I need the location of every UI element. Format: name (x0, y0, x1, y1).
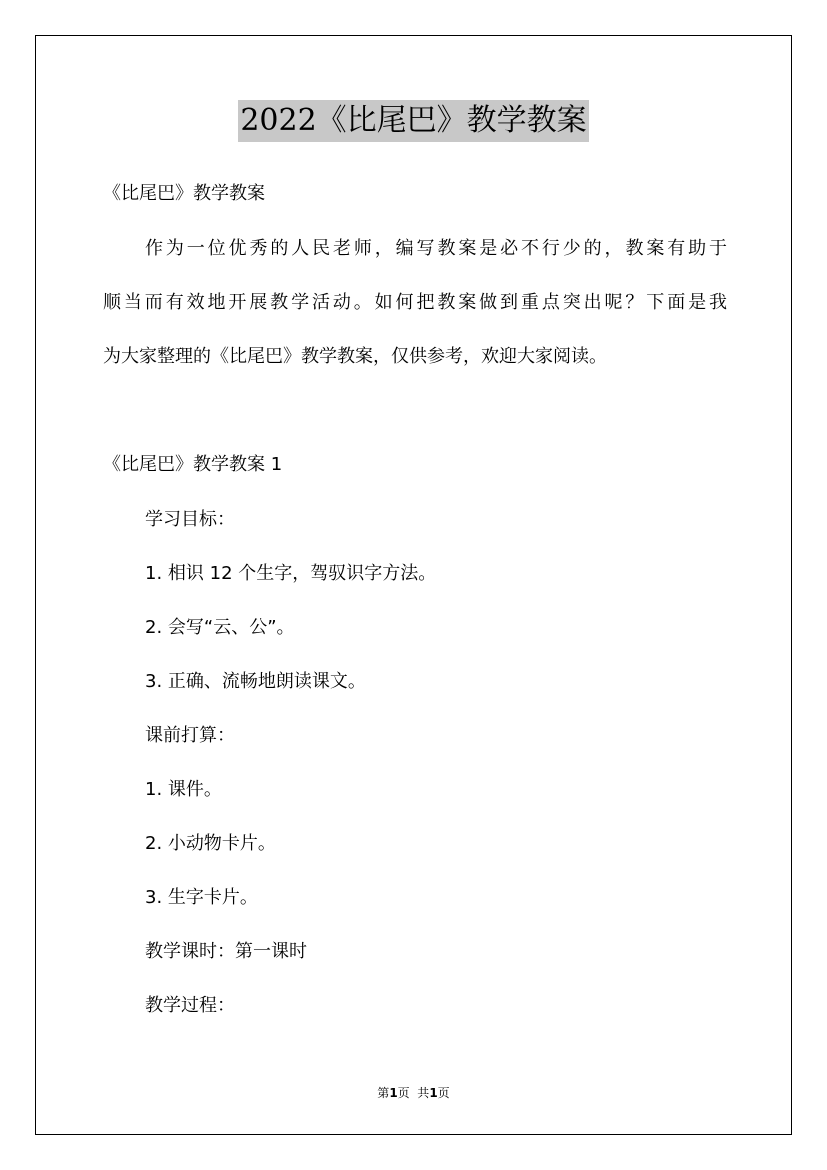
prep-item-3: 3. 生字卡片。 (145, 887, 258, 908)
prep-item-1: 1. 课件。 (145, 779, 222, 800)
lesson-time: 教学课时：第一课时 (145, 941, 307, 962)
document-heading: 《比尾巴》教学教案 (103, 183, 265, 204)
footer-total-pages: 1 (429, 1086, 438, 1100)
goal-item-3: 3. 正确、流畅地朗读课文。 (145, 671, 366, 692)
footer-page-suffix: 页 (437, 1086, 450, 1100)
prep-item-2: 2. 小动物卡片。 (145, 833, 276, 854)
intro-line-3: 为大家整理的《比尾巴》教学教案，仅供参考，欢迎大家阅读。 (103, 346, 607, 367)
intro-line-2: 顺当而有效地开展教学活动。如何把教案做到重点突出呢？下面是我 (103, 292, 727, 313)
title-container (0, 100, 827, 142)
section-title: 《比尾巴》教学教案 1 (103, 454, 283, 475)
process-label: 教学过程： (145, 995, 235, 1016)
goal-item-2: 2. 会写“云、公”。 (145, 617, 295, 638)
footer-page-number: 1 (389, 1086, 398, 1100)
page-footer (0, 1084, 827, 1101)
intro-line-1: 作为一位优秀的人民老师，编写教案是必不行少的，教案有助于 (145, 238, 727, 259)
goal-item-1: 1. 相识 12 个生字，驾驭识字方法。 (145, 563, 437, 584)
footer-page-prefix: 第 (377, 1086, 390, 1100)
footer-page-mid: 页 共 (397, 1086, 430, 1100)
goals-label: 学习目标： (145, 509, 235, 530)
document-title: 2022《比尾巴》教学教案 (238, 100, 588, 142)
prep-label: 课前打算： (145, 725, 235, 746)
